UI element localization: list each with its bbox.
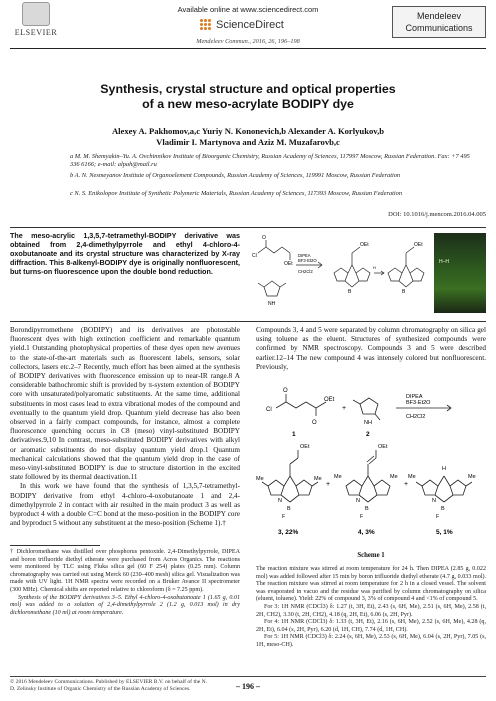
graphical-abstract-scheme (248, 231, 434, 317)
scheme-n-label-4: N (356, 498, 360, 504)
scheme-compound-1: 1 (292, 431, 296, 438)
journal-name-line2: Communications (405, 23, 473, 33)
scheme-o-label-2: O (312, 420, 317, 426)
ga-reagent-dipea: DIPEA (298, 253, 311, 258)
right-column-body (256, 326, 486, 372)
scheme-1-drawing (256, 368, 486, 550)
scheme-me-label-4a: Me (334, 474, 342, 480)
scheme-n-label-3: N (278, 498, 282, 504)
scheme-f-label-4: F (360, 514, 364, 520)
ga-product-oet-label: OEt (360, 242, 369, 248)
journal-name-box (392, 6, 486, 38)
page-number: – 196 – (236, 682, 260, 691)
footnote-materials: † Dichloromethane was distilled over phosphorus pentoxide. 2,4-Dimethylpyrrole, DIPEA and boron trifluoride diethyl etherate were purchased from Acros Organics. The reactions were monitored by TLC using Fluka silica gel (60 F 254) plates (0.25 mm). Column chromatography was carried out using Merck 60 (230–400 mesh) silica gel. Visualization was made with UV light. 1H NMR spectra were recorded on a Bruker Avance II spectrometer (300 MHz). Chemical shifts are reported relative to chloroform (δ = 7.25 ppm). (10, 549, 240, 593)
ga-oet-label: OEt (284, 261, 293, 267)
article-title-line1: Synthesis, crystal structure and optical properties (100, 82, 396, 96)
fluorescence-photo-label: H–H (439, 259, 450, 265)
footnote (10, 549, 240, 617)
elsevier-wordmark: ELSEVIER (14, 28, 58, 37)
scheme-b-label-5: B (441, 506, 445, 512)
experimental-paragraph-4: For 5: 1H NMR (CDCl3) δ: 2.24 (s, 6H, Me), 2.53 (s, 6H, Me), 6.04 (s, 2H, Pyr), 7.05 (s, 1H, meso-CH). (256, 634, 486, 648)
footer-copyright: © 2016 Mendeleev Communications. Published by ELSEVIER B.V. on behalf of the N. D. Zelinsky Institute of Organic Chemistry of the Russian Academy of Sciences. (10, 679, 208, 692)
footnote-synthesis: Synthesis of the BODIPY derivatives 3–5. Ethyl 4-chloro-4-oxobutanoate 1 (1.65 g, 0.01 mol) was added to a solution of 2,4-dimethylpyrrole 2 (1.2 g, 0.013 mol) in dry dichloromethane (10 ml) at room temperature. (10, 594, 240, 616)
header-divider (10, 48, 486, 49)
scheme-plus-label: + (342, 405, 347, 412)
scheme-f-label-3: F (282, 514, 286, 520)
body-paragraph-1: Borondipyrromethene (BODIPY) and its derivatives are photostable fluorescent dyes with high extinction coefficient and remarkable quantum yield.1 Outstanding photophysical properties of these dyes open new avenues to the state-of-the-art materials such as fluorescent labels, sensors, solar collectors, lasers etc.2–7 Recently, much effort has been aimed at the synthesis of BODIPY derivatives with fluorescence emission up to near-IR range.8 A considerable bathochromic shift is provided by π-system extention of BODIPY core with unsaturated/polyaromatic substituents. At the same time, additional substituents in most cases lead to extra vibrational modes of the compound and eventually to the quantum yield drop. Quantum yield decrease has also been observed in a fairly compact compounds, for instance, almost a complete fluorescence quenching occurs in C8 (meso) vinyl-substituted BODIPY derivatives.9,10 In contrast, meso-substituted BODIPY derivatives with alkyl or aromatic substituents do not display quantum yield drop.1 Quantum mechanical calculations showed that the quantum yield drop in the case of meso-vinyl-substituted BODIPY is due to structure distortion in the excited state followed by its thermal deactivation.11 (10, 326, 240, 482)
author-list-line2: Vladimir I. Martynova and Aziz M. Muzafarovb,c (156, 137, 340, 147)
scheme-plus-label-3: + (404, 481, 409, 488)
scheme-me-label-5b: Me (468, 474, 476, 480)
footnote-rule (10, 545, 100, 546)
abstract-bottom-rule (10, 321, 486, 322)
ga-reagent-bf3: BF3·Et2O (298, 258, 317, 263)
abstract-text: The meso-acrylic 1,3,5,7-tetramethyl-BODIPY derivative was obtained from 2,4-dimethylpyrrole and ethyl 4-chloro-4-oxobutanoate and its crystal structure was characterized by X-ray diffraction. This 8-alkenyl-BODIPY dye is originally nonfluorescent, but turns-on fluorescence upon the double bond reduction. (10, 231, 240, 276)
scheme-compound-5: 5, 1% (436, 529, 453, 536)
author-list-line1: Alexey A. Pakhomov,a,c Yuriy N. Kononevich,b Alexander A. Korlyukov,b (111, 126, 385, 136)
scheme-compound-2: 2 (366, 431, 370, 438)
ga-product2-b-label: B (402, 289, 406, 295)
ga-product2-oet-label: OEt (414, 242, 423, 248)
scheme-h-label-5: H (442, 466, 446, 472)
sciencedirect-dots-icon (200, 19, 212, 31)
ga-product-b-label: B (348, 289, 352, 295)
scheme-b-label-3: B (287, 506, 291, 512)
scheme-oet-label-1: OEt (324, 397, 335, 403)
scheme-compound-3: 3, 22% (278, 529, 299, 536)
journal-name-line1: Mendeleev (416, 11, 462, 21)
experimental-paragraph-3: For 4: 1H NMR (CDCl3) δ: 1.33 (t, 3H, Et), 2.16 (s, 6H, Me), 2.52 (s, 6H, Me), 4.28 (q, 2H, Et), 6.04 (s, 2H, Pyr), 6.20 (d, 1H, CH), 7.74 (d, 1H, CH). (256, 619, 486, 633)
scheme-oet-label-4: OEt (378, 444, 388, 450)
left-column-body (10, 326, 240, 528)
scheme-nh-label: NH (364, 420, 372, 426)
ga-solvent: CH2Cl2 (298, 269, 313, 274)
article-title-line2: of a new meso-acrylate BODIPY dye (142, 97, 354, 111)
experimental-paragraph-1: The reaction mixture was stirred at room temperature for 24 h. Then DIPEA (2.85 g, 0.022 mol) was added followed after 15 min by boron trifluoride diethyl etherate (4.7 g, 0.033 mol). The reaction mixture was stirred at room temperature for 2 h in a closed vessel. The solvent was evaporated in vacuo and the residue was purified by column chromatography on silica (eluent, toluene). Yield: 22% of compound 3, 3% of compound 4 and <1% of compound 5. (256, 566, 486, 603)
elsevier-tree-icon (22, 2, 50, 26)
experimental-paragraph-2: For 3: 1H NMR (CDCl3) δ: 1.27 (t, 3H, Et), 2.43 (s, 6H, Me), 2.51 (s, 6H, Me), 2.58 (t, 2H, CH2), 3.30 (t, 2H, CH2), 4.18 (q, 2H, Et), 6.06 (s, 2H, Pyr). (256, 603, 486, 618)
scheme-plus-label-2: + (326, 481, 331, 488)
ga-nh-label: NH (268, 301, 276, 307)
scheme-reagent-bf3: BF3·Et2O (406, 400, 431, 406)
elsevier-logo (10, 2, 62, 38)
scheme-caption: Scheme 1 (357, 552, 385, 559)
fluorescence-photo (434, 233, 486, 313)
affiliation-c: c N. S. Enikolopov Institute of Synthetic Polymeric Materials, Russian Academy of Sciences, 117393 Moscow, Russian Federation (70, 190, 403, 197)
scheme-me-label-3b: Me (314, 476, 322, 482)
sciencedirect-wordmark: ScienceDirect (216, 19, 284, 31)
doi-link[interactable]: DOI: 10.1016/j.mencom.2016.04.005 (388, 211, 486, 218)
article-title (40, 82, 456, 112)
body-paragraph-2: In this work we have found that the synthesis of 1,3,5,7-tetramethyl-BODIPY derivative from ethyl 4-chloro-4-oxobutanoate 1 and 2,4-dimethylpyrrole 2 in contact with air resulted in the main product 3 as well as byproduct 4 with a double C=C bond at the meso-position in the BODIPY core and byproduct 5 without any substituent at the meso-position (Scheme 1).† (10, 482, 240, 528)
scheme-f-label-5: F (436, 514, 440, 520)
graphical-abstract (248, 231, 486, 317)
ga-cl-label: Cl (252, 253, 257, 259)
ga-reduction-h-label: H (373, 265, 376, 270)
scheme-reagent-dipea: DIPEA (406, 394, 423, 400)
scheme-n-label-5: N (432, 498, 436, 504)
scheme-me-label-4b: Me (390, 474, 398, 480)
footer-rule (10, 676, 486, 677)
scheme-1 (256, 368, 486, 558)
scheme-solvent: CH2Cl2 (406, 414, 426, 420)
scheme-compound-4: 4, 3% (358, 529, 375, 536)
abstract-top-rule (10, 227, 486, 228)
journal-citation: Mendeleev Commun., 2016, 26, 196–198 (196, 38, 300, 45)
ga-o-label: O (262, 235, 266, 241)
scheme-me-label-3a: Me (256, 476, 264, 482)
author-list (40, 126, 456, 148)
sciencedirect-logo (200, 17, 284, 33)
scheme-cl-label: Cl (266, 407, 272, 413)
scheme-o-label-1: O (283, 388, 288, 394)
available-online-text: Available online at www.sciencedirect.com (177, 5, 319, 14)
scheme-b-label-4: B (365, 506, 369, 512)
experimental-text (256, 566, 486, 650)
affiliation-a: a M. M. Shemyakin–Yu. A. Ovchinnikov Institute of Bioorganic Chemistry, Russian Academy of Sciences, 117997 Moscow, Russian Federation. Fax: +7 495 336 6166; e-mail: alpah@mail.ru (70, 153, 470, 168)
affiliation-b: b A. N. Nesmeyanov Institute of Organoelement Compounds, Russian Academy of Sciences, 119991 Moscow, Russian Federation (70, 172, 401, 179)
scheme-me-label-5a: Me (408, 474, 416, 480)
scheme-oet-label-3: OEt (300, 444, 310, 450)
body-paragraph-right-1: Compounds 3, 4 and 5 were separated by column chromatography on silica gel using toluene as the eluent. Structures of synthesized compounds were confirmed by NMR spectroscopy. Compounds 3 and 5 were described earlier.12–14 The new compound 4 was intensely colored but nonfluorescent. Previously, (256, 326, 486, 371)
